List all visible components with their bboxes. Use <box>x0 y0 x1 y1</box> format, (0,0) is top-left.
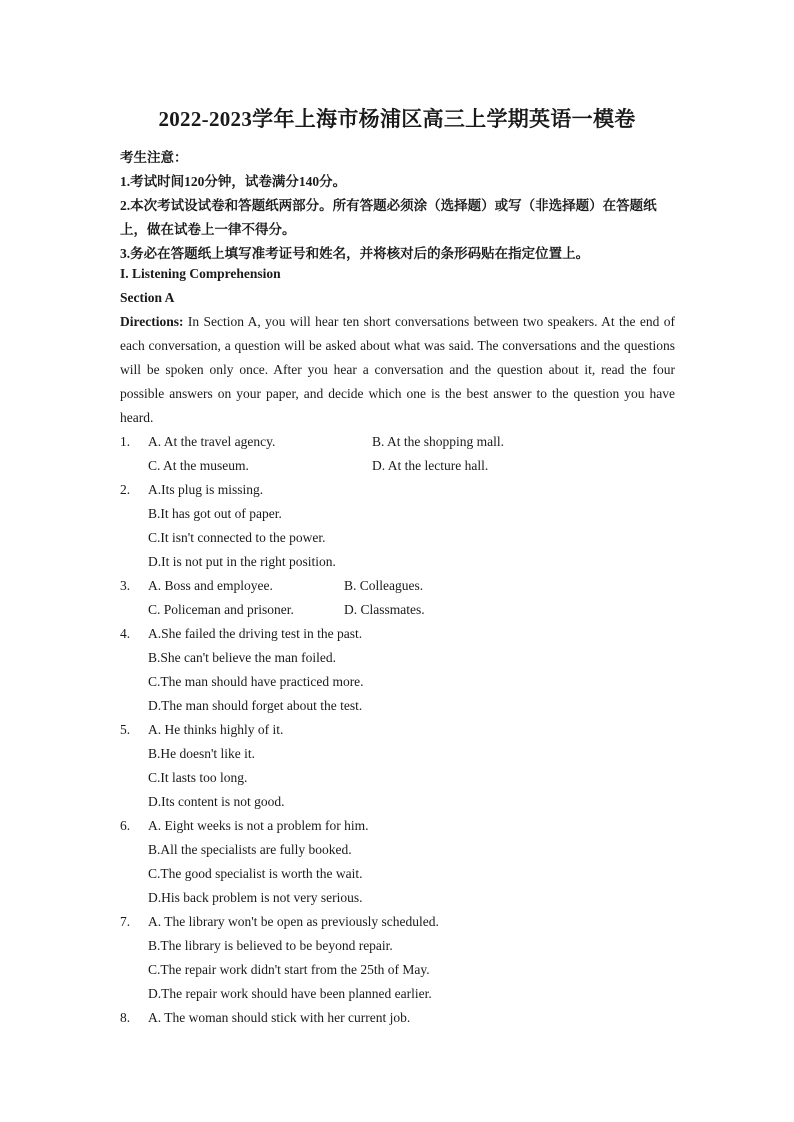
option-c: C. Policeman and prisoner. <box>148 602 294 617</box>
question-number: 4. <box>120 626 131 641</box>
notice-item-1: 1.考试时间120分钟，试卷满分140分。 <box>120 174 347 189</box>
option-c: C.The good specialist is worth the wait. <box>148 866 363 881</box>
option-b: B.She can't believe the man foiled. <box>148 650 336 665</box>
option-d: D.It is not put in the right position. <box>148 554 336 569</box>
option-a: A. The woman should stick with her current job. <box>148 1010 411 1025</box>
question-number: 7. <box>120 914 131 929</box>
question-number: 2. <box>120 482 131 497</box>
directions-text: In Section A, you will hear ten short conversations between two speakers. At the end of each conversation, a question will be asked about what was said. The conversations and the questions will be spoken only once. After you hear a conversation and the question about it, read the four possible answers on your paper, and decide which one is the best answer to the question you have heard. <box>120 314 675 425</box>
option-a: A. Boss and employee. <box>148 578 273 593</box>
notice-item-2: 2.本次考试设试卷和答题纸两部分。所有答题必须涂（选择题）或写（非选择题）在答题纸 <box>120 198 657 213</box>
question-number: 1. <box>120 434 131 449</box>
option-b: B. At the shopping mall. <box>372 434 505 449</box>
notice-item-3: 3.务必在答题纸上填写准考证号和姓名，并将核对后的条形码贴在指定位置上。 <box>120 246 590 261</box>
part-heading: I. Listening Comprehension <box>120 266 281 281</box>
option-c: C.The man should have practiced more. <box>148 674 364 689</box>
option-d: D.The man should forget about the test. <box>148 698 363 713</box>
page-title: 2022-2023学年上海市杨浦区高三上学期英语一模卷 <box>158 107 636 131</box>
question-number: 5. <box>120 722 131 737</box>
option-a: A.She failed the driving test in the past. <box>148 626 363 641</box>
question-number: 6. <box>120 818 131 833</box>
directions-label: Directions: <box>120 314 184 329</box>
option-d: D.His back problem is not very serious. <box>148 890 363 905</box>
question-number: 3. <box>120 578 131 593</box>
option-a: A. The library won't be open as previously scheduled. <box>148 914 439 929</box>
option-d: D. Classmates. <box>344 602 425 617</box>
option-c: C.It isn't connected to the power. <box>148 530 326 545</box>
option-a: A. At the travel agency. <box>148 434 276 449</box>
option-d: D. At the lecture hall. <box>372 458 489 473</box>
question-number: 8. <box>120 1010 131 1025</box>
directions-paragraph <box>120 310 675 430</box>
notice-heading: 考生注意： <box>120 150 188 165</box>
option-a: A. Eight weeks is not a problem for him. <box>148 818 369 833</box>
option-d: D.Its content is not good. <box>148 794 285 809</box>
option-a: A. He thinks highly of it. <box>148 722 284 737</box>
option-b: B.It has got out of paper. <box>148 506 282 521</box>
option-c: C. At the museum. <box>148 458 249 473</box>
option-b: B.All the specialists are fully booked. <box>148 842 352 857</box>
option-c: C.It lasts too long. <box>148 770 248 785</box>
option-b: B.The library is believed to be beyond repair. <box>148 938 393 953</box>
option-b: B.He doesn't like it. <box>148 746 256 761</box>
section-heading: Section A <box>120 290 175 305</box>
option-d: D.The repair work should have been planned earlier. <box>148 986 432 1001</box>
option-a: A.Its plug is missing. <box>148 482 264 497</box>
option-b: B. Colleagues. <box>344 578 424 593</box>
notice-item-2-continued: 上，做在试卷上一律不得分。 <box>120 222 296 237</box>
option-c: C.The repair work didn't start from the 25th of May. <box>148 962 430 977</box>
